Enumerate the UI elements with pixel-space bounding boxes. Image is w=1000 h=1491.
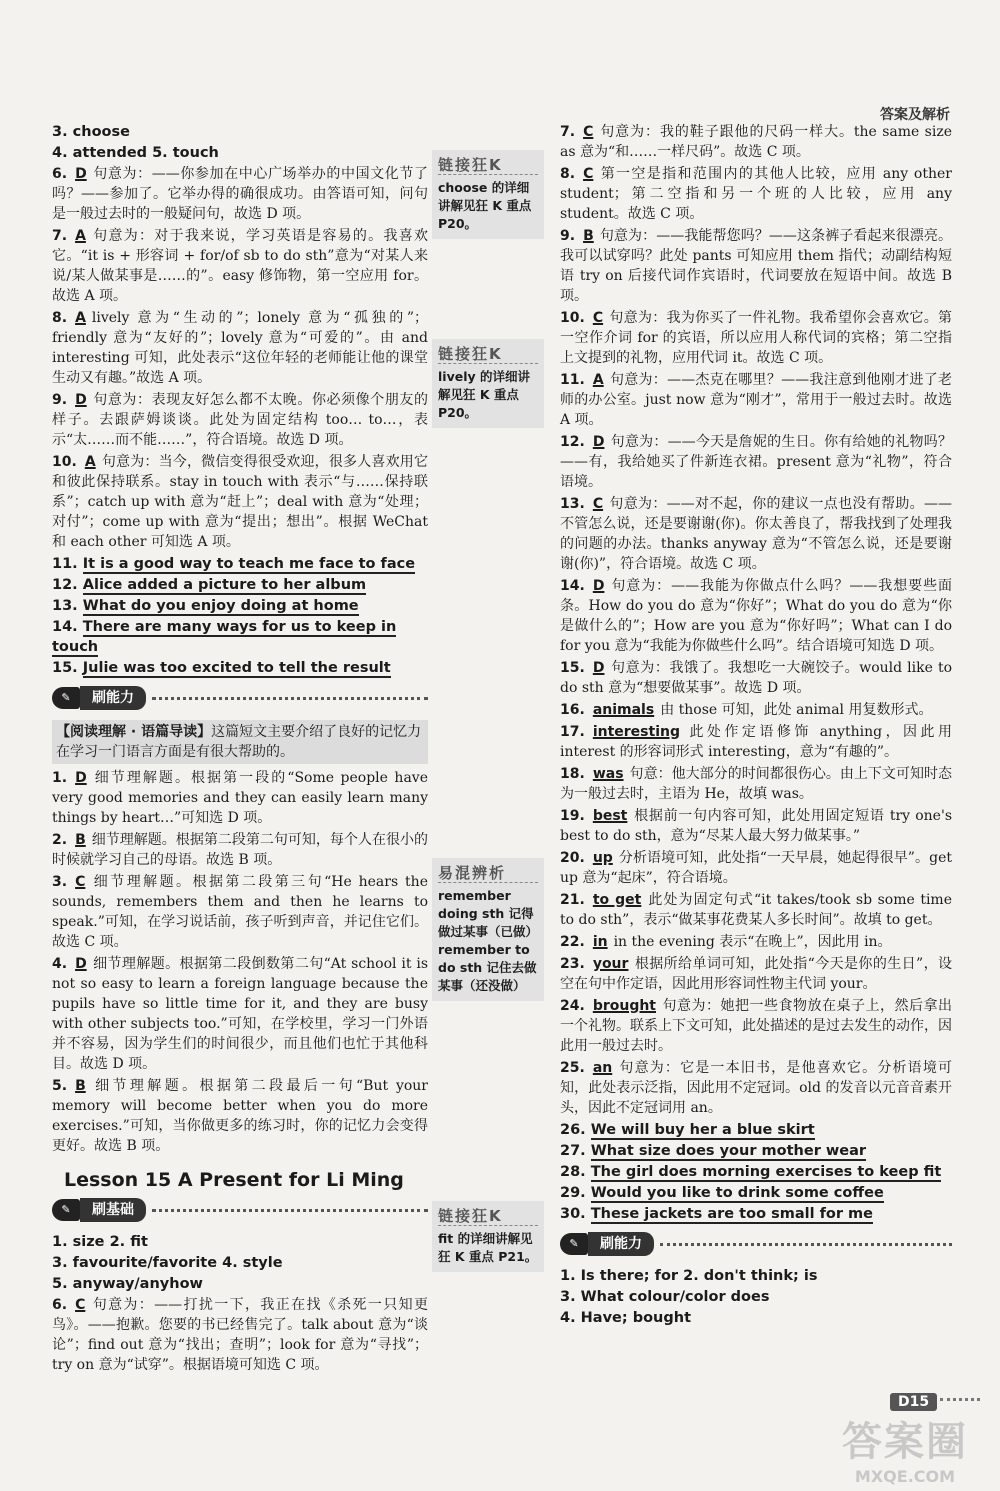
left-top-items xyxy=(52,122,428,552)
side-box-text: choose 的详细讲解见狂 K 重点 P20。 xyxy=(438,180,532,231)
answer-item xyxy=(560,164,952,224)
pen-icon: ✎ xyxy=(52,687,80,709)
explanation-text: 句意为：我为你买了一件礼物。我希望你会喜欢它。第一空作介词 for 的宾语，所以应用人称代词的宾格；第二空指上文提到的礼物，应用代词 it。故选 C 项。 xyxy=(560,310,952,366)
explanation-text: 句意：他大部分的时间都很伤心。由上下文可知时态为一般过去时，主语为 He，故填 was。 xyxy=(560,766,952,802)
explanation-text: 细节理解题。根据第二段最后一句“But your memory will become better when you do more exercises.”可知，当你做更多的练习时，你的记忆力会变得更好。故选 B 项。 xyxy=(52,1078,428,1154)
explanation-text: 句意为：——对不起，你的建议一点也没有帮助。——不管怎么说，还是要谢谢(你)。你太善良了，帮我找到了处理我的问题的办法。thanks anyway 意为“不管怎么说，还是要谢谢(你)”，符合语境。故选 C 项。 xyxy=(560,496,952,572)
side-box-title: 链接狂K xyxy=(438,1207,538,1226)
item-number: 15. xyxy=(560,660,585,676)
pen-icon: ✎ xyxy=(560,1233,588,1255)
answer-text: Julie was too excited to tell the result xyxy=(82,660,391,676)
item-number: 9. xyxy=(560,228,576,244)
badge-label: 刷基础 xyxy=(80,1198,146,1222)
item-number: 26. xyxy=(560,1122,591,1138)
answer-item xyxy=(560,932,952,952)
item-number: 8. xyxy=(52,310,68,326)
answer-key: was xyxy=(592,766,624,782)
side-box-title: 链接狂K xyxy=(438,345,538,364)
item-number: 2. xyxy=(52,832,68,848)
answer-key: C xyxy=(592,496,604,512)
item-number: 11. xyxy=(560,372,585,388)
answer-key: B xyxy=(75,832,86,848)
explanation-text: 句意为：对于我来说，学习英语是容易的。我喜欢它。“it is + 形容词 + for/of sb to do sth”意为“对某人来说/某人做某事是……的”。easy 修饰物，第一空应用 for。故选 A 项。 xyxy=(52,228,428,304)
ability-answers xyxy=(560,1266,952,1328)
right-items xyxy=(560,122,952,1118)
answer-key: in xyxy=(592,934,608,950)
answer-item xyxy=(560,890,952,930)
ability-badge xyxy=(560,1230,952,1258)
pen-icon: ✎ xyxy=(52,1199,80,1221)
badge-label: 刷能力 xyxy=(80,686,146,710)
answers-11-15 xyxy=(52,554,428,678)
item-number: 29. xyxy=(560,1185,591,1201)
answer-key: D xyxy=(75,166,87,182)
item-number: 22. xyxy=(560,934,585,950)
item-number: 13. xyxy=(560,496,585,512)
answer-key: C xyxy=(592,310,604,326)
answer-key: C xyxy=(75,874,86,890)
explanation-text: 句意为：——杰克在哪里？——我注意到他刚才进了老师的办公室。just now 意为“刚才”，常用于一般过去时。故选 A 项。 xyxy=(560,372,952,428)
answer-text: It is a good way to teach me face to face xyxy=(82,556,416,572)
header-title: 答案及解析 xyxy=(880,107,950,123)
item-number: 28. xyxy=(560,1164,591,1180)
answer-key: best xyxy=(592,808,628,824)
item-number: 8. xyxy=(560,166,576,182)
side-box xyxy=(432,150,544,239)
item-number: 15. xyxy=(52,660,83,676)
answer-key: C xyxy=(75,1297,86,1313)
item-number: 19. xyxy=(560,808,585,824)
answer-item xyxy=(52,308,428,388)
answer-key: D xyxy=(592,434,605,450)
sentence-answer xyxy=(560,1162,952,1182)
basic-badge xyxy=(52,1196,428,1224)
explanation-text: 句意为：——你参加在中心广场举办的中国文化节了吗？——参加了。它举办得的确很成功。由答语可知，问句是一般过去时的一般疑问句，故选 D 项。 xyxy=(52,166,428,222)
answer-text: There are many ways for us to keep in touch xyxy=(52,619,397,655)
answer-key: B xyxy=(75,1078,86,1094)
item-number: 7. xyxy=(52,228,68,244)
watermark xyxy=(820,1410,990,1486)
short-answer-line: 3. What colour/color does xyxy=(560,1289,770,1305)
watermark-url: MXQE.COM xyxy=(854,1467,956,1486)
explanation-text: 第一空是指和范围内的其他人比较，应用 any other student；第二空指和另一个班的人比较，应用 any student。故选 C 项。 xyxy=(560,166,952,222)
short-answer-line: 5. anyway/anyhow xyxy=(52,1276,203,1292)
answer-item xyxy=(52,1076,428,1156)
item-number: 1. xyxy=(52,770,68,786)
explanation-text: 此处为固定句式“it takes/took sb some time to do sth”，表示“做某事花费某人多长时间”。故填 to get。 xyxy=(560,892,952,928)
watermark-logo: 答案圈 xyxy=(842,1419,968,1465)
answer-item xyxy=(52,452,428,552)
answer-item xyxy=(560,226,952,306)
answer-key: C xyxy=(583,166,594,182)
item-number: 11. xyxy=(52,556,83,572)
explanation-text: 句意为：——打扰一下，我正在找《杀死一只知更鸟》。——抱歉。您要的书已经售完了。talk about 意为“谈论”；find out 意为“找出；查明”；look for 意为“寻找”；try on 意为“试穿”。根据语境可知选 C 项。 xyxy=(52,1297,428,1373)
answer-item xyxy=(560,122,952,162)
answer-item xyxy=(560,494,952,574)
explanation-text: 此处作定语修饰 anything，因此用 interest 的形容词形式 interesting，意为“有趣的”。 xyxy=(560,724,952,760)
explanation-text: 细节理解题。根据第二段第二句可知，每个人在很小的时候就学习自己的母语。故选 B 项。 xyxy=(52,832,428,868)
answer-key: D xyxy=(75,956,87,972)
answer-text: The girl does morning exercises to keep fit xyxy=(590,1164,942,1180)
explanation-text: 句意为：表现友好怎么都不太晚。你必须像个朋友的样子。去跟萨姆谈谈。此处为固定结构 too… to…，表示“太……而不能……”，符合语境。故选 D 项。 xyxy=(52,392,428,448)
sentence-answer xyxy=(52,617,428,657)
reading-guide xyxy=(52,720,428,764)
item-number: 30. xyxy=(560,1206,591,1222)
side-box xyxy=(432,339,544,428)
answer-item xyxy=(560,1058,952,1118)
reading-text: 这篇短文主要介绍了良好的记忆力在学习一门语言方面是有很大帮助的。 xyxy=(56,724,422,760)
right-column xyxy=(560,122,952,1329)
explanation-text: 细节理解题。根据第二段第三句“He hears the sounds, remembers them and then he learns to speak.”可知，在学习说话前，孩子听到声音，并记住它们。故选 C 项。 xyxy=(52,874,428,950)
side-notes xyxy=(432,150,544,1286)
answer-key: D xyxy=(592,578,605,594)
item-number: 23. xyxy=(560,956,585,972)
answer-text: What do you enjoy doing at home xyxy=(82,598,359,614)
sentence-answer xyxy=(560,1204,952,1224)
side-box-text: remember doing sth 记得做过某事（已做） remember to do sth 记住去做某事（还没做） xyxy=(438,888,539,993)
answer-item xyxy=(560,700,952,720)
item-number: 3. xyxy=(52,874,68,890)
answer-key: D xyxy=(75,770,87,786)
answer-text: Would you like to drink some coffee xyxy=(590,1185,884,1201)
badge-divider xyxy=(152,697,428,700)
short-answer-line: 1. Is there; for 2. don't think; is xyxy=(560,1268,818,1284)
page-number-dots xyxy=(940,1398,980,1401)
answer-item xyxy=(560,308,952,368)
short-answer-line: 3. favourite/favorite 4. style xyxy=(52,1255,283,1271)
item-number: 20. xyxy=(560,850,585,866)
short-answer-line: 1. size 2. fit xyxy=(52,1234,148,1250)
explanation-text: 分析语境可知，此处指“一天早晨，她起得很早”。get up 意为“起床”，符合语境。 xyxy=(560,850,952,886)
answer-key: animals xyxy=(592,702,655,718)
item-number: 14. xyxy=(560,578,585,594)
explanation-text: 句意为：——今天是詹妮的生日。你有给她的礼物吗？——有，我给她买了件新连衣裙。present 意为“礼物”，符合语境。 xyxy=(560,434,952,490)
answer-key: C xyxy=(583,124,594,140)
explanation-text: in the evening 表示“在晚上”，因此用 in。 xyxy=(613,934,892,950)
answer-key: D xyxy=(592,660,605,676)
item-number: 25. xyxy=(560,1060,585,1076)
item-number: 10. xyxy=(52,454,77,470)
item-number: 4. xyxy=(52,956,68,972)
item-number: 14. xyxy=(52,619,83,635)
answer-text: These jackets are too small for me xyxy=(590,1206,874,1222)
lesson-title: Lesson 15 A Present for Li Ming xyxy=(64,1169,404,1191)
sentence-answer xyxy=(560,1120,952,1140)
answer-key: up xyxy=(592,850,613,866)
sentence-answer xyxy=(52,658,428,678)
answer-item xyxy=(560,370,952,430)
left-column xyxy=(52,122,428,1377)
item-number: 9. xyxy=(52,392,68,408)
item-number: 6. xyxy=(52,166,68,182)
answer-key: to get xyxy=(592,892,642,908)
item-number: 13. xyxy=(52,598,83,614)
explanation-text: 句意为：当今，微信变得很受欢迎，很多人喜欢用它和彼此保持联系。stay in touch with 表示“与……保持联系”；catch up with 意为“赶上”；deal with 意为“处理；对付”；come up with 意为“提出；想出”。根据 WeChat 和 each other 可知选 A 项。 xyxy=(52,454,428,550)
answer-key: an xyxy=(592,1060,613,1076)
item-number: 6. xyxy=(52,1297,68,1313)
sentence-answer xyxy=(560,1141,952,1161)
short-answer-line: 3. choose xyxy=(52,124,130,140)
answer-item xyxy=(52,390,428,450)
explanation-text: 句意为：我饿了。我想吃一大碗饺子。would like to do sth 意为“想要做某事”。故选 D 项。 xyxy=(560,660,952,696)
side-box xyxy=(432,858,544,1001)
answer-item xyxy=(560,996,952,1056)
item-number: 16. xyxy=(560,702,585,718)
badge-divider xyxy=(152,1209,428,1212)
answer-item xyxy=(560,954,952,994)
reading-tag: 【阅读理解 · 语篇导读】 xyxy=(56,724,212,740)
page-number: D15 xyxy=(890,1393,937,1411)
reading-items xyxy=(52,768,428,1156)
answer-item xyxy=(560,658,952,698)
answer-text: Alice added a picture to her album xyxy=(82,577,367,593)
explanation-text: 根据前一句内容可知，此处用固定短语 try one's best to do sth，意为“尽某人最大努力做某事。” xyxy=(560,808,952,844)
badge-label: 刷能力 xyxy=(588,1232,654,1256)
basic-answers xyxy=(52,1232,428,1294)
item-number: 5. xyxy=(52,1078,68,1094)
answers-26-30 xyxy=(560,1120,952,1224)
answer-text: We will buy her a blue skirt xyxy=(590,1122,815,1138)
explanation-text: 句意为：——我能帮您吗？——这条裤子看起来很漂亮。我可以试穿吗？此处 pants 可知应用 them 指代；动副结构短语 try on 后接代词作宾语时，代词要放在短语中间。故选 B 项。 xyxy=(560,228,952,304)
item-number: 12. xyxy=(52,577,83,593)
item-number: 24. xyxy=(560,998,585,1014)
ability-badge xyxy=(52,684,428,712)
answer-item xyxy=(560,806,952,846)
sentence-answer xyxy=(560,1183,952,1203)
answer-item xyxy=(52,872,428,952)
item-6-lesson15 xyxy=(52,1295,428,1375)
explanation-text: 根据所给单词可知，此处指“今天是你的生日”，设空在句中作定语，因此用形容词性物主代词 your。 xyxy=(560,956,952,992)
answer-item xyxy=(52,226,428,306)
side-box-text: lively 的详细讲解见狂 K 重点 P20。 xyxy=(438,369,530,420)
answer-key: A xyxy=(592,372,604,388)
item-number: 17. xyxy=(560,724,585,740)
answer-item xyxy=(52,768,428,828)
badge-divider xyxy=(660,1243,952,1246)
answer-key: B xyxy=(583,228,594,244)
answer-key: brought xyxy=(592,998,657,1014)
item-number: 12. xyxy=(560,434,585,450)
explanation-text: lively 意为“生动的”；lonely 意为“孤独的”；friendly 意为“友好的”；lovely 意为“可爱的”。由 and interesting 可知，此处表示“这位年轻的老师能让他的课堂生动又有趣。”故选 A 项。 xyxy=(52,310,428,386)
sentence-answer xyxy=(52,596,428,616)
answer-item xyxy=(52,954,428,1074)
answer-key: A xyxy=(75,310,86,326)
answer-item xyxy=(560,722,952,762)
explanation-text: 由 those 可知，此处 animal 用复数形式。 xyxy=(660,702,933,718)
answer-item xyxy=(560,576,952,656)
explanation-text: 句意为：——我能为你做点什么吗？——我想要些面条。How do you do 意为“你好”；What do you do 意为“你是做什么的”；How are you 意为“你好吗”；What can I do for you 意为“我能为你做些什么吗”。结合语境可知选 D 项。 xyxy=(560,578,952,654)
short-answer-line: 4. attended 5. touch xyxy=(52,145,219,161)
item-number: 27. xyxy=(560,1143,591,1159)
side-box-text: fit 的详细讲解见狂 K 重点 P21。 xyxy=(438,1231,538,1264)
sentence-answer xyxy=(52,554,428,574)
answer-item xyxy=(560,764,952,804)
side-box-title: 易混辨析 xyxy=(438,864,538,883)
side-box xyxy=(432,1201,544,1272)
item-number: 7. xyxy=(560,124,576,140)
answer-key: A xyxy=(75,228,86,244)
item-number: 18. xyxy=(560,766,585,782)
explanation-text: 细节理解题。根据第一段的“Some people have very good memories and they can easily learn many things by heart…”可知选 D 项。 xyxy=(52,770,428,826)
answer-item xyxy=(560,432,952,492)
answer-item xyxy=(560,848,952,888)
sentence-answer xyxy=(52,575,428,595)
answer-item xyxy=(52,1295,428,1375)
answer-key: interesting xyxy=(592,724,680,740)
answer-item xyxy=(52,164,428,224)
answer-key: your xyxy=(592,956,629,972)
answer-key: D xyxy=(75,392,87,408)
answer-key: A xyxy=(84,454,96,470)
explanation-text: 句意为：它是一本旧书，是他喜欢它。分析语境可知，此处表示泛指，因此用不定冠词。old 的发音以元音音素开头，因此不定冠词用 an。 xyxy=(560,1060,952,1116)
explanation-text: 句意为：我的鞋子跟他的尺码一样大。the same size as 意为“和……一样尺码”。故选 C 项。 xyxy=(560,124,952,160)
answer-text: What size does your mother wear xyxy=(590,1143,867,1159)
short-answer-line: 4. Have; bought xyxy=(560,1310,691,1326)
side-box-title: 链接狂K xyxy=(438,156,538,175)
item-number: 10. xyxy=(560,310,585,326)
explanation-text: 句意为：她把一些食物放在桌子上，然后拿出一个礼物。联系上下文可知，此处描述的是过去发生的动作，因此用一般过去时。 xyxy=(560,998,952,1054)
item-number: 21. xyxy=(560,892,585,908)
explanation-text: 细节理解题。根据第二段倒数第二句“At school it is not so easy to learn a foreign language because the pupils have so little time for it, and they are busy with other subjects too.”可知，在学校里，学习一门外语并不容易，因为学生们的时间很少，而且他们也忙于其他科目。故选 D 项。 xyxy=(52,956,428,1072)
answer-item xyxy=(52,830,428,870)
